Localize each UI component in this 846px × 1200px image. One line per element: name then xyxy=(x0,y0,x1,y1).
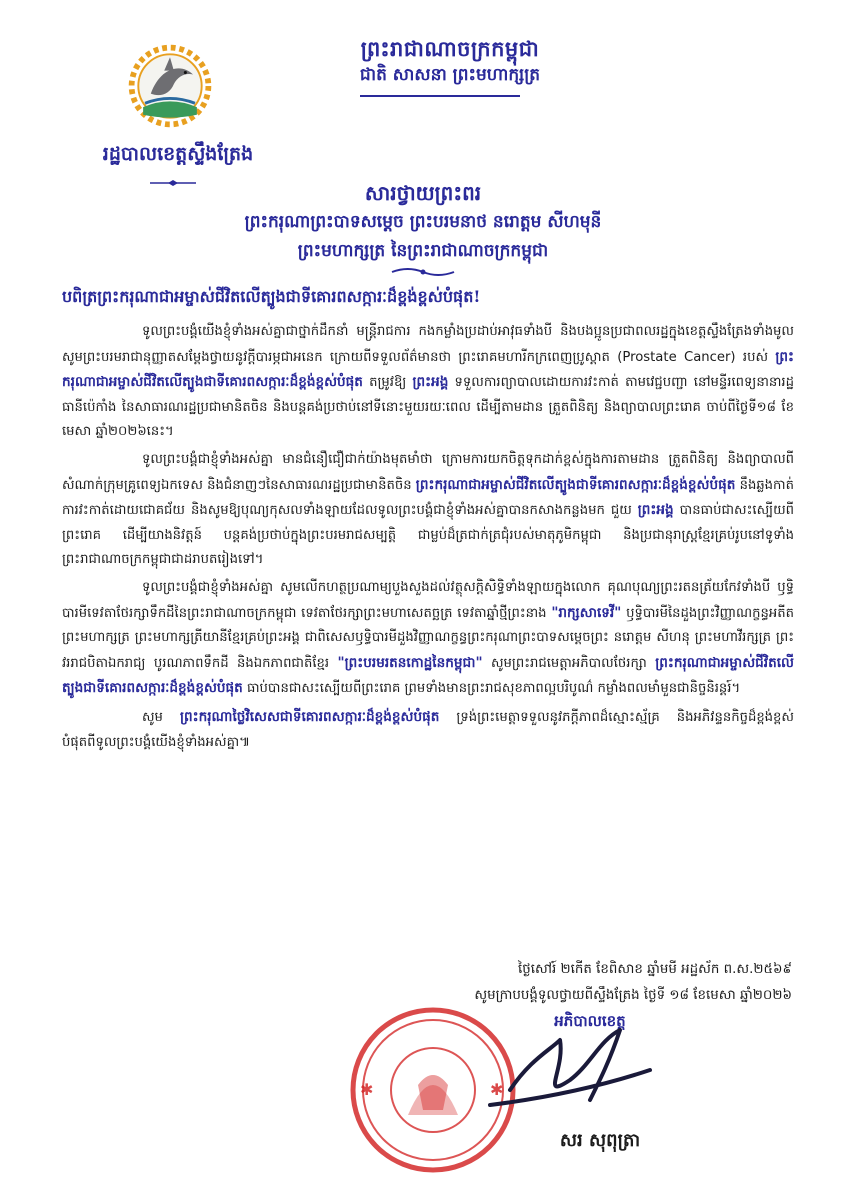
royal-title-highlight: ព្រះករុណាជាអម្ចាស់ជីវិតលើត្បូងជាទីគោរពសក្ការៈដ៏ខ្ពង់ខ្ពស់បំផុត xyxy=(415,476,736,493)
royal-title-highlight: ព្រះករុណាថ្លៃវិសេសជាទីគោរពសក្ការៈដ៏ខ្ពង់ខ្ពស់បំផុត xyxy=(179,708,440,725)
salutation: បពិត្រព្រះករុណាជាអម្ចាស់ជីវិតលើត្បូងជាទីគោរពសក្ការៈដ៏ខ្ពង់ខ្ពស់បំផុត! xyxy=(62,287,481,306)
quoted-title: "ព្រះបរមរតនកោដ្ឋនៃកម្ពុជា" xyxy=(337,654,483,671)
royal-title-highlight: ព្រះករុណាជាអម្ចាស់ជីវិតលើត្បូងជាទីគោរពសក្ការៈដ៏ខ្ពង់ខ្ពស់បំផុត xyxy=(62,654,794,697)
lunar-date: ថ្ងៃសៅរ៍ ២កើត ខែពិសាខ ឆ្នាំមមី អដ្ឋស័ក ព.ស.២៥៦៩ xyxy=(517,962,792,977)
text-run: ទូលព្រះបង្គំយើងខ្ញុំទាំងអស់គ្នាជាថ្នាក់ដឹកនាំ មន្រ្តីរាជការ កងកម្លាំងប្រដាប់អាវុធទាំងបី និងបងប្អូនប្រជាពលរដ្ឋក្នុងខេត្តស្ទឹងត្រែងទាំងមូល សូមព្រះបរមរាជានុញ្ញាតសម្តែងថ្វាយនូវក្តីបារម្ភជាអនេក ក្រោយពីទទួលព័ត៌មានថា ព្រះរោគមហារីកក្រពេញប្រូស្តាត (Prostate Cancer) របស់ xyxy=(62,324,794,365)
text-run: សូម xyxy=(142,709,180,725)
province-logo xyxy=(122,38,218,134)
text-run: ធាប់បានជាសះស្បើយពីព្រះរោគ ព្រមទាំងមានព្រះរាជសុខភាពល្អបរិបូណ៌ កម្លាំងពលមាំមួនជានិច្ចនិរន្តរ៍។ xyxy=(242,681,741,697)
text-run: ទូលព្រះបង្គំជាខ្ញុំទាំងអស់គ្នា មានជំនឿជឿជាក់យ៉ាងមុតមាំថា ក្រោមការយកចិត្តទុកដាក់ខ្ពស់ក្នុងការតាមដាន ត្រួតពិនិត្យ និងព្យាបាលពីសំណាក់ក្រុមគ្រូពេទ្យឯកទេស និងជំនាញៗនៃសាធារណរដ្ឋប្រជាមានិតចិន xyxy=(62,451,794,493)
addressee-line-1: ព្រះករុណាព្រះបាទសម្តេច ព្រះបរមនាថ នរោត្តម សីហមុនី xyxy=(244,212,602,232)
ornament-divider xyxy=(388,266,458,278)
signatory-title: អភិបាលខេត្ត xyxy=(554,1012,626,1030)
signatory-name: សរ សុពុត្រា xyxy=(559,1130,641,1151)
paragraph-1 xyxy=(62,320,794,445)
letter-body xyxy=(62,320,794,758)
royal-pronoun-highlight: ព្រះអង្គ xyxy=(412,374,449,391)
paragraph-2 xyxy=(62,448,794,573)
text-run: ទ្រង់ព្រះមេត្តាទទួលនូវភក្តីភាពដ៏ស្មោះស្ម័គ្រ និងអភិវន្ទនកិច្ចដ៏ខ្ពង់ខ្ពស់បំផុតពីទូលព្រះបង្គំយើងខ្ញុំទាំងអស់គ្នា៕ xyxy=(62,709,794,750)
handwritten-signature xyxy=(470,1010,670,1120)
place-and-date: សូមក្រាបបង្គំទូលថ្វាយពីស្ទឹងត្រែង ថ្ងៃទី ១៨ ខែមេសា ឆ្នាំ២០២៦ xyxy=(474,988,792,1003)
quoted-name: "រាក្សសាទេវី" xyxy=(551,604,622,621)
paragraph-3 xyxy=(62,576,794,702)
text-run: តម្រូវឱ្យ xyxy=(362,375,413,391)
kingdom-heading: ព្រះរាជាណាចក្រកម្ពុជា xyxy=(360,36,540,61)
addressee-line-2: ព្រះមហាក្សត្រ នៃព្រះរាជាណាចក្រកម្ពុជា xyxy=(297,241,549,261)
svg-text:✱: ✱ xyxy=(360,1080,374,1099)
motto-divider xyxy=(360,95,520,97)
royal-title-highlight: ព្រះករុណាជាអម្ចាស់ជីវិតលើត្បូងជាទីគោរពសក្ការៈដ៏ខ្ពង់ខ្ពស់បំផុត xyxy=(62,348,794,391)
text-run: នឹងឆ្លងកាត់ការវះកាត់ដោយជោគជ័យ និងសូមឱ្យបុណ្យកុសលទាំងឡាយដែលទូលព្រះបង្គំជាខ្ញុំទាំងអស់គ្នាបានកសាងកន្លងមក ជួយ xyxy=(62,477,794,519)
paragraph-4 xyxy=(62,705,794,755)
text-run: សូមព្រះរាជមេត្តាអភិបាលថែរក្សា xyxy=(482,655,656,671)
letter-title: សារថ្វាយព្រះពរ xyxy=(364,181,482,205)
text-run: បានធាប់ជាសះស្បើយពីព្រះរោគ ដើម្បីយាងនិវត្តន៍ បន្តគង់ប្រថាប់ក្នុងព្រះបរមរាជសម្បត្តិ ជាម្លប់ដ៏ត្រជាក់ត្រជុំរបស់មាតុភូមិកម្ពុជា និងប្រជានុរាស្ត្រខ្មែរគ្រប់រូបនៅទូទាំងព្រះរាជាណាចក្រកម្ពុជាជាដរាបតរៀងទៅ។ xyxy=(62,503,795,568)
svg-text:✱: ✱ xyxy=(490,1080,504,1099)
text-run: ទូលព្រះបង្គំជាខ្ញុំទាំងអស់គ្នា សូមលើកហត្ថប្រណាម្យបួងសួងដល់វត្ថុសក្តិសិទ្ធិទាំងឡាយក្នុងលោក គុណបុណ្យព្រះរតនត្រ័យកែវទាំងបី ឫទ្ធិបារមីទេវតាថែរក្សាទឹកដីនៃព្រះរាជាណាចក្រកម្ពុជា ទេវតាថែរក្សាព្រះមហាសេតច្ឆត្រ ទេវតាឆ្នាំថ្មីព្រះនាង xyxy=(62,579,794,621)
text-run: ឫទ្ធិបារមីនៃដួងព្រះវិញ្ញាណក្ខន្ធអតីតព្រះមហាក្សត្រ ព្រះមហាក្សត្រីយានីខ្មែរគ្រប់ព្រះអង្គ ជាពិសេសឫទ្ធិបារមីដួងវិញ្ញាណក្ខន្ធព្រះករុណាព្រះបាទសម្តេចព្រះ នរោត្តម សីហនុ ព្រះមហាវីរក្សត្រ ព្រះវររាជបិតាឯករាជ្យ បូរណភាពទឹកដី និងឯកភាពជាតិខ្មែរ xyxy=(62,605,794,671)
province-administration: រដ្ឋបាលខេត្តស្ទឹងត្រែង xyxy=(102,143,254,165)
national-motto: ជាតិ សាសនា ព្រះមហាក្សត្រ xyxy=(359,65,541,85)
royal-pronoun-highlight: ព្រះអង្គ xyxy=(637,502,674,519)
text-run: ទទួលការព្យាបាលដោយការវះកាត់ តាមវេជ្ជបញ្ជា នៅមន្ទីរពេទ្យនានារដ្ឋធានីប៉េកាំង នៃសាធារណរដ្ឋប្រជាមានិតចិន និងបន្តគង់ប្រថាប់នៅទីនោះមួយរយៈពេល ដើម្បីតាមដាន ត្រួតពិនិត្យ និងព្យាបាលព្រះរោគ ចាប់ពីថ្ងៃទី១៨ ខែមេសា ឆ្នាំ២០២៦នេះ។ xyxy=(62,375,794,440)
